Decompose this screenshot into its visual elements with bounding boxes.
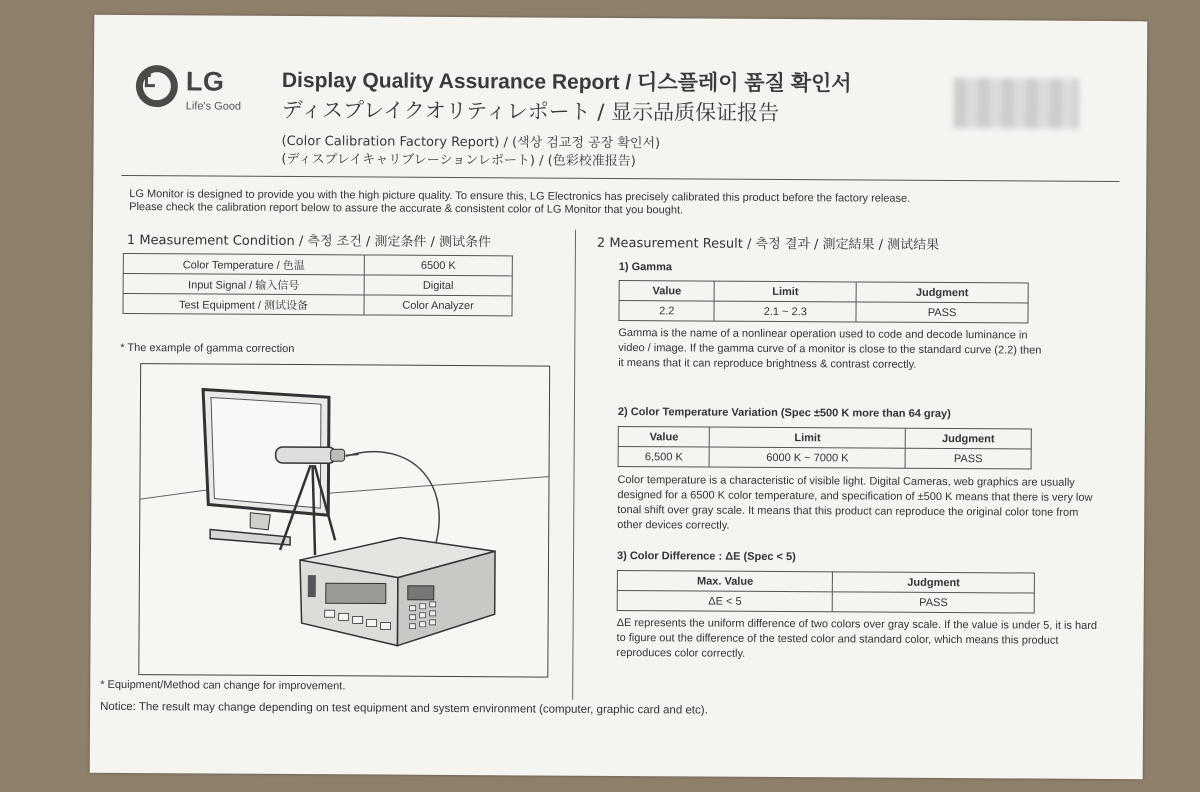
gamma-section-title: 1) Gamma bbox=[618, 260, 673, 274]
table-cell: PASS bbox=[905, 448, 1031, 469]
table-header: Judgment bbox=[905, 428, 1031, 449]
gamma-table bbox=[618, 280, 1028, 324]
table-header: Limit bbox=[715, 281, 857, 302]
logo-wordmark: LG bbox=[185, 66, 225, 97]
table-cell: 6000 K ~ 7000 K bbox=[710, 447, 906, 468]
color-difference-section-title: 3) Color Difference : ΔE (Spec < 5) bbox=[616, 549, 796, 564]
table-header: Max. Value bbox=[617, 570, 833, 591]
table-cell: ΔE < 5 bbox=[617, 590, 833, 611]
measurement-result-heading: 2 Measurement Result / 측정 결과 / 測定結果 / 测试结果 bbox=[596, 235, 940, 253]
table-cell: 6,500 K bbox=[618, 446, 710, 467]
color-temperature-section-title: 2) Color Temperature Variation (Spec ±500 K more than 64 gray) bbox=[617, 405, 951, 421]
table-header-row bbox=[619, 281, 1028, 303]
report-subtitle-cjk: (ディスプレイキャリブレーションレポート) / (色彩校准报告) bbox=[281, 151, 636, 170]
table-cell: 2.2 bbox=[619, 301, 715, 322]
intro-paragraph bbox=[129, 188, 1089, 220]
column-divider bbox=[572, 230, 576, 700]
color-difference-table bbox=[617, 570, 1035, 614]
measurement-condition-heading: 1 Measurement Condition / 측정 조건 / 測定条件 / 测试条件 bbox=[126, 232, 492, 251]
report-title-cjk: ディスプレイクオリティレポート / 显示品质保证报告 bbox=[281, 97, 780, 125]
calibration-setup-drawing bbox=[139, 364, 549, 676]
lg-face-logo-icon bbox=[136, 65, 178, 107]
table-cell: 2.1 ~ 2.3 bbox=[714, 301, 856, 322]
table-cell: PASS bbox=[833, 592, 1035, 613]
table-cell: Input Signal / 输入信号 bbox=[123, 273, 364, 294]
report-title: Display Quality Assurance Report / 디스플레이 품질 확인서 bbox=[281, 68, 852, 96]
table-header: Value bbox=[619, 281, 715, 302]
color-temperature-table bbox=[618, 426, 1032, 470]
table-cell: Color Temperature / 色温 bbox=[123, 253, 364, 274]
table-header: Judgment bbox=[833, 572, 1035, 593]
table-row bbox=[123, 293, 512, 315]
table-header: Limit bbox=[710, 427, 906, 448]
color-temperature-description: Color temperature is a characteristic of visible light. Digital Cameras, web graphics are usually designed for a 6500 K color temperature, and specification of ±500 K means that there is very low tonal shift over gray scale. It means that this product can reproduce the original color tone from other devices correctly. bbox=[617, 473, 1093, 532]
calibration-illustration bbox=[138, 363, 550, 677]
gamma-example-note: * The example of gamma correction bbox=[120, 341, 295, 356]
report-sheet bbox=[90, 15, 1148, 779]
table-row bbox=[618, 446, 1031, 469]
table-row bbox=[619, 301, 1028, 323]
condition-table bbox=[122, 253, 512, 316]
table-cell: PASS bbox=[856, 302, 1028, 323]
gamma-description: Gamma is the name of a nonlinear operation used to code and decode luminance in video / image. If the gamma curve of a monitor is close to the standard curve (2.2) then it means that it can reproduce brightness & contrast correctly. bbox=[618, 326, 1042, 371]
intro-line: LG Monitor is designed to provide you with the high picture quality. To ensure this, LG Electronics has precisely calibrated this product before the factory release. bbox=[129, 188, 911, 205]
color-analyzer-icon bbox=[299, 537, 495, 646]
equipment-note: * Equipment/Method can change for improvement. bbox=[100, 678, 346, 693]
table-cell: 6500 K bbox=[364, 255, 512, 276]
logo-tagline: Life's Good bbox=[185, 100, 242, 113]
table-cell: Color Analyzer bbox=[364, 295, 512, 316]
intro-line: Please check the calibration report below to assure the accurate & consistent color of LG Monitor that you bought. bbox=[129, 201, 684, 217]
table-row bbox=[123, 273, 512, 295]
table-row bbox=[123, 253, 512, 275]
report-subtitle: (Color Calibration Factory Report) / (색상 검교정 공장 확인서) bbox=[281, 133, 661, 152]
table-header-row bbox=[617, 570, 1034, 593]
colorimeter-probe-icon bbox=[276, 447, 359, 464]
table-header-row bbox=[618, 426, 1031, 449]
color-difference-description: ΔE represents the uniform difference of two colors over gray scale. If the value is under 5, it is hard to figure out the difference of the tested color and standard color, which means this product reproduces color correctly. bbox=[616, 616, 1098, 660]
table-header: Judgment bbox=[856, 282, 1028, 303]
table-header: Value bbox=[618, 426, 710, 447]
serial-number-blurred bbox=[954, 78, 1079, 129]
table-row bbox=[617, 590, 1034, 613]
table-cell: Test Equipment / 测试设备 bbox=[123, 293, 364, 314]
header-divider bbox=[121, 175, 1119, 182]
notice-text: Notice: The result may change depending on test equipment and system environment (computer, graphic card and etc). bbox=[100, 700, 708, 717]
table-cell: Digital bbox=[364, 275, 512, 296]
